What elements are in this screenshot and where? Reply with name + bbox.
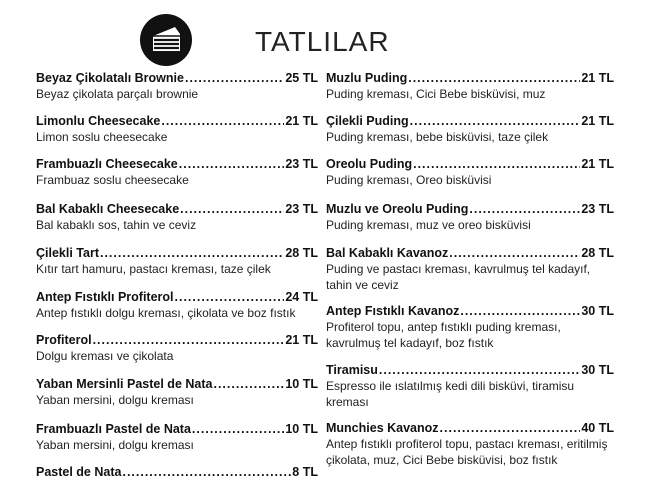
menu-item [326,303,614,351]
item-price: 10 TL [285,377,318,391]
menu-item [36,421,318,453]
dot-leader [179,156,285,172]
item-price: 30 TL [581,363,614,377]
menu-item [36,464,318,480]
item-description: Puding kreması, Cici Bebe bisküvisi, muz [326,87,546,101]
menu-item [36,113,318,145]
item-description: Yaban mersini, dolgu kreması [36,438,194,452]
item-description: Puding kreması, Oreo bisküvisi [326,173,492,187]
menu-item [36,201,318,233]
dot-leader [100,245,284,261]
menu-item [36,156,318,188]
item-name: Limonlu Cheesecake [36,114,161,128]
menu-item [36,245,318,277]
item-name: Bal Kabaklı Cheesecake [36,202,180,216]
item-description: Limon soslu cheesecake [36,130,168,144]
item-description: Espresso ile ıslatılmış kedi dili bisküvi, tiramisu kreması [326,379,575,409]
item-price: 21 TL [581,157,614,171]
item-price: 25 TL [285,71,318,85]
item-price: 24 TL [285,290,318,304]
menu-item [326,113,614,145]
page-title: TATLILAR [255,26,390,57]
item-name: Antep Fıstıklı Kavanoz [326,304,460,318]
dot-leader [185,70,284,86]
item-name: Bal Kabaklı Kavanoz [326,246,449,260]
dot-leader [440,420,581,436]
dot-leader [379,362,580,378]
item-description: Bal kabaklı sos, tahin ve ceviz [36,218,197,232]
item-name: Yaban Mersinli Pastel de Nata [36,377,213,391]
item-price: 21 TL [285,333,318,347]
item-description: Puding kreması, bebe bisküvisi, taze çilek [326,130,549,144]
menu-item [326,245,614,293]
item-description: Beyaz çikolata parçalı brownie [36,87,199,101]
item-name: Tiramisu [326,363,378,377]
item-name: Muzlu Puding [326,71,408,85]
item-price: 21 TL [581,71,614,85]
item-name: Frambuazlı Pastel de Nata [36,422,191,436]
menu-item [326,156,614,188]
item-description: Puding ve pastacı kreması, kavrulmuş tel kadayıf, tahin ve ceviz [326,262,591,292]
dot-leader [449,245,580,261]
item-price: 30 TL [581,304,614,318]
item-name: Frambuazlı Cheesecake [36,157,178,171]
dot-leader [469,201,580,217]
item-name: Munchies Kavanoz [326,421,439,435]
menu-item [36,332,318,364]
menu-item [36,70,318,102]
dot-leader [413,156,580,172]
item-price: 10 TL [285,422,318,436]
dot-leader [410,113,581,129]
dot-leader [122,464,291,480]
dot-leader [460,303,580,319]
menu-item [326,70,614,102]
item-description: Frambuaz soslu cheesecake [36,173,189,187]
dot-leader [161,113,284,129]
menu-item [36,376,318,408]
item-price: 23 TL [581,202,614,216]
item-description: Yaban mersini, dolgu kreması [36,393,194,407]
item-name: Oreolu Puding [326,157,413,171]
item-price: 8 TL [292,465,318,479]
item-name: Antep Fıstıklı Profiterol [36,290,174,304]
item-price: 21 TL [285,114,318,128]
item-description: Antep fıstıklı dolgu kreması, çikolata ve boz fıstık [36,306,296,320]
item-name: Pastel de Nata [36,465,122,479]
item-description: Dolgu kreması ve çikolata [36,349,174,363]
item-name: Çilekli Tart [36,246,99,260]
item-price: 23 TL [285,202,318,216]
menu-item [36,289,318,321]
item-name: Profiterol [36,333,92,347]
item-price: 28 TL [285,246,318,260]
item-description: Puding kreması, muz ve oreo bisküvisi [326,218,531,232]
dot-leader [408,70,580,86]
item-description: Profiterol topu, antep fıstıklı puding kreması, kavrulmuş tel kadayıf, boz fıstık [326,320,561,350]
menu-header [0,12,650,68]
item-description: Kıtır tart hamuru, pastacı kreması, taze çilek [36,262,271,276]
dot-leader [192,421,284,437]
dot-leader [180,201,284,217]
item-name: Çilekli Puding [326,114,409,128]
item-name: Beyaz Çikolatalı Brownie [36,71,184,85]
dot-leader [213,376,284,392]
menu-item [326,201,614,233]
item-price: 40 TL [581,421,614,435]
item-price: 28 TL [581,246,614,260]
menu-item [326,420,614,468]
dot-leader [93,332,285,348]
item-price: 23 TL [285,157,318,171]
dot-leader [175,289,285,305]
menu-item [326,362,614,410]
item-price: 21 TL [581,114,614,128]
item-name: Muzlu ve Oreolu Puding [326,202,469,216]
cake-slice-icon [140,14,192,66]
item-description: Antep fıstıklı profiterol topu, pastacı kreması, eritilmiş çikolata, muz, Cici Bebe bisküvisi, boz fıstık [326,437,608,467]
